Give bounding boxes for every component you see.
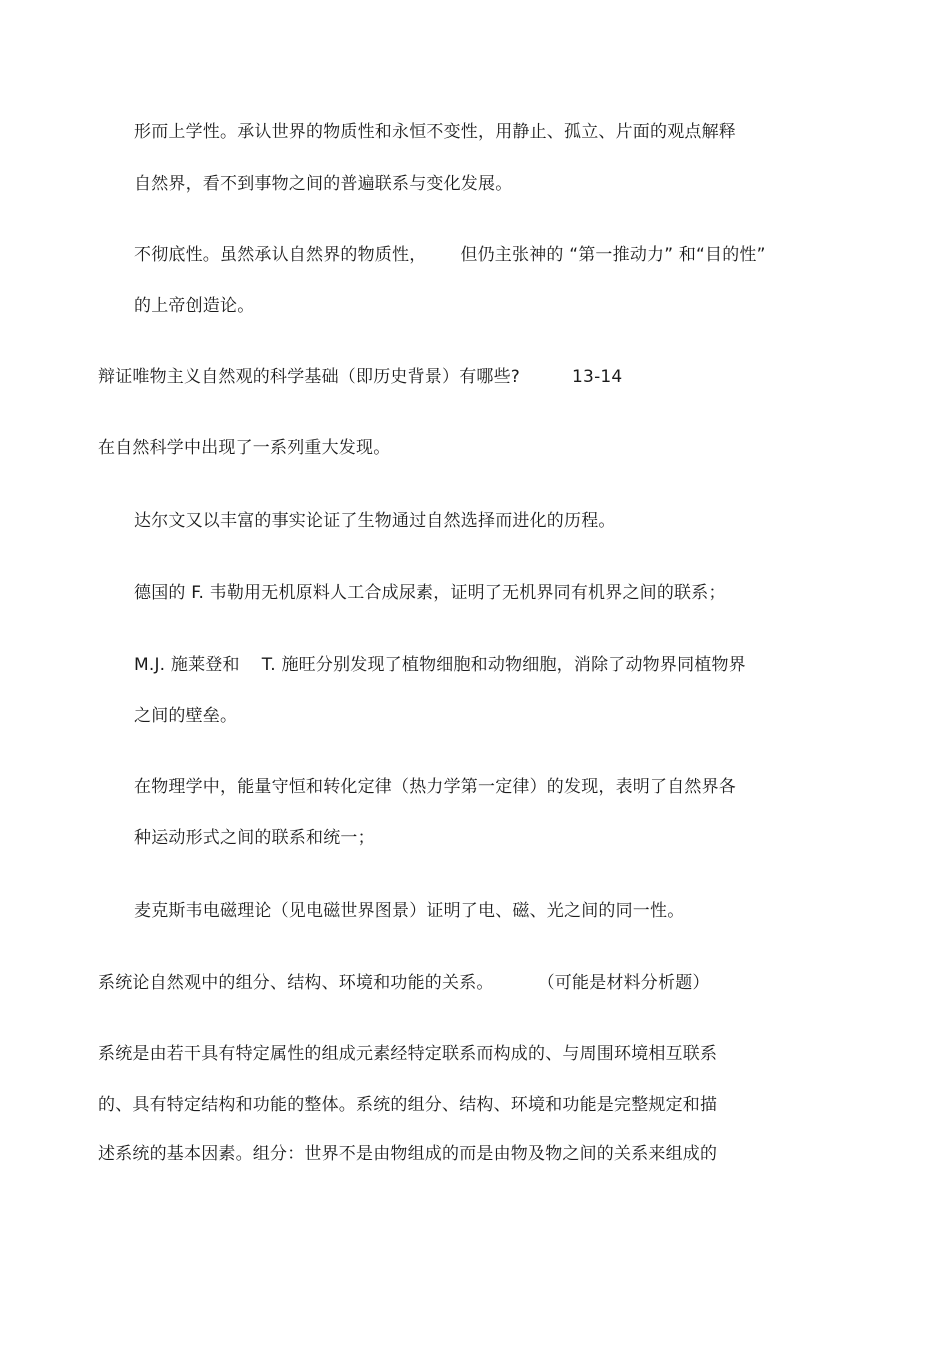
paragraph-cell-theory-line1-part1: M.J. 施莱登和	[134, 655, 240, 675]
paragraph-metaphysical-line1: 形而上学性。承认世界的物质性和永恒不变性，用静止、孤立、片面的观点解释	[134, 122, 736, 142]
paragraph-metaphysical-line2: 自然界，看不到事物之间的普遍联系与变化发展。	[134, 174, 513, 194]
paragraph-maxwell: 麦克斯韦电磁理论（见电磁世界图景）证明了电、磁、光之间的同一性。	[134, 901, 685, 921]
paragraph-darwin: 达尔文又以丰富的事实论证了生物通过自然选择而进化的历程。	[134, 511, 616, 531]
paragraph-system-line2: 的、具有特定结构和功能的整体。系统的组分、结构、环境和功能是完整规定和描	[98, 1095, 718, 1115]
question-system-theory-note: （可能是材料分析题）	[537, 973, 710, 993]
paragraph-wohler: 德国的 F. 韦勒用无机原料人工合成尿素，证明了无机界同有机界之间的联系；	[134, 583, 726, 603]
paragraph-cell-theory-line2: 之间的壁垒。	[134, 706, 238, 726]
paragraph-incomplete-line1	[134, 244, 766, 266]
paragraph-energy-line1: 在物理学中，能量守恒和转化定律（热力学第一定律）的发现，表明了自然界各	[134, 777, 736, 797]
question-system-theory-text: 系统论自然观中的组分、结构、环境和功能的关系。	[98, 973, 494, 993]
paragraph-incomplete-line1-part2: 但仍主张神的 “第一推动力” 和“目的性”	[460, 245, 766, 265]
paragraph-system-line3: 述系统的基本因素。组分：世界不是由物组成的而是由物及物之间的关系来组成的	[98, 1144, 718, 1164]
paragraph-energy-line2: 种运动形式之间的联系和统一；	[134, 828, 375, 848]
paragraph-system-line1: 系统是由若干具有特定属性的组成元素经特定联系而构成的、与周围环境相互联系	[98, 1044, 718, 1064]
question-page-ref: 13-14	[572, 367, 623, 387]
paragraph-discoveries: 在自然科学中出现了一系列重大发现。	[98, 438, 391, 458]
question-scientific-basis-text: 辩证唯物主义自然观的科学基础（即历史背景）有哪些?	[98, 367, 521, 387]
question-scientific-basis	[98, 366, 622, 388]
paragraph-cell-theory-line1	[134, 654, 746, 676]
question-system-theory	[98, 972, 710, 994]
paragraph-incomplete-line2: 的上帝创造论。	[134, 296, 255, 316]
paragraph-incomplete-line1-part1: 不彻底性。虽然承认自然界的物质性，	[134, 245, 427, 265]
paragraph-cell-theory-line1-part2: T. 施旺分别发现了植物细胞和动物细胞，消除了动物界同植物界	[261, 655, 746, 675]
